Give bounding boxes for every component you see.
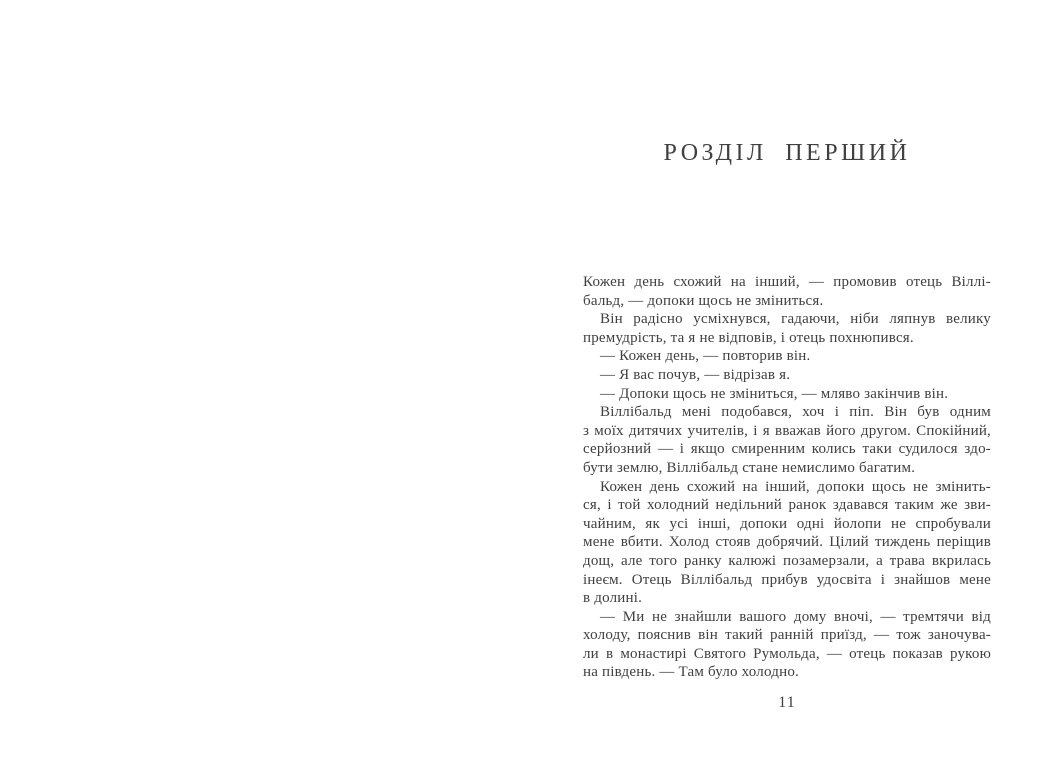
text-line: бути землю, Віллібальд стане немислимо багатим. xyxy=(583,459,916,476)
text-line: холоду, пояснив він такий ранній приїзд, — тож заночува- xyxy=(583,627,991,644)
text-line: Віллібальд мені подобався, хоч і піп. Він був одним xyxy=(600,404,991,421)
text-line: — Я вас почув, — відрізав я. xyxy=(600,366,791,383)
text-line: з моїх дитячих учителів, і я вважав його другом. Спокійний, xyxy=(583,422,991,439)
text-line: премудрість, та я не відповів, і отець похнюпився. xyxy=(583,329,914,346)
text-line: — Допоки щось не зміниться, — мляво закінчив він. xyxy=(600,385,949,402)
text-line: ся, і той холодний недільний ранок здавався таким же зви- xyxy=(583,497,991,514)
text-line: мене вбити. Холод стояв добрячий. Цілий тиждень періщив xyxy=(583,534,991,551)
text-line: чайним, як усі інші, допоки одні йолопи не спробували xyxy=(583,515,991,532)
text-line: ли в монастирі Святого Румольда, — отець показав рукою xyxy=(583,645,991,662)
text-line: Кожен день схожий на інший, — промовив отець Віллі- xyxy=(583,274,991,290)
text-line: в долині. xyxy=(583,590,643,607)
text-line: — Кожен день, — повторив він. xyxy=(600,348,811,365)
text-line: — Ми не знайшли вашого дому вночі, — тремтячи від xyxy=(600,608,991,625)
text-line: Він радісно усміхнувся, гадаючи, ніби ляпнув велику xyxy=(600,311,991,328)
chapter-heading: РОЗДІЛ ПЕРШИЙ xyxy=(663,140,911,166)
text-line: дощ, але того ранку калюжі позамерзали, а трава вкрилась xyxy=(583,552,991,569)
page-number: 11 xyxy=(778,694,796,711)
text-line: на південь. — Там було холодно. xyxy=(583,664,799,681)
text-line: серйозний — і якщо смиренним колись таки судилося здо- xyxy=(583,441,991,458)
text-line: інеєм. Отець Віллібальд прибув удосвіта і знайшов мене xyxy=(583,571,991,588)
text-line: Кожен день схожий на інший, допоки щось не змінить- xyxy=(600,478,991,495)
text-line: бальд, — допоки щось не зміниться. xyxy=(583,292,824,309)
body-text-block xyxy=(583,273,991,682)
